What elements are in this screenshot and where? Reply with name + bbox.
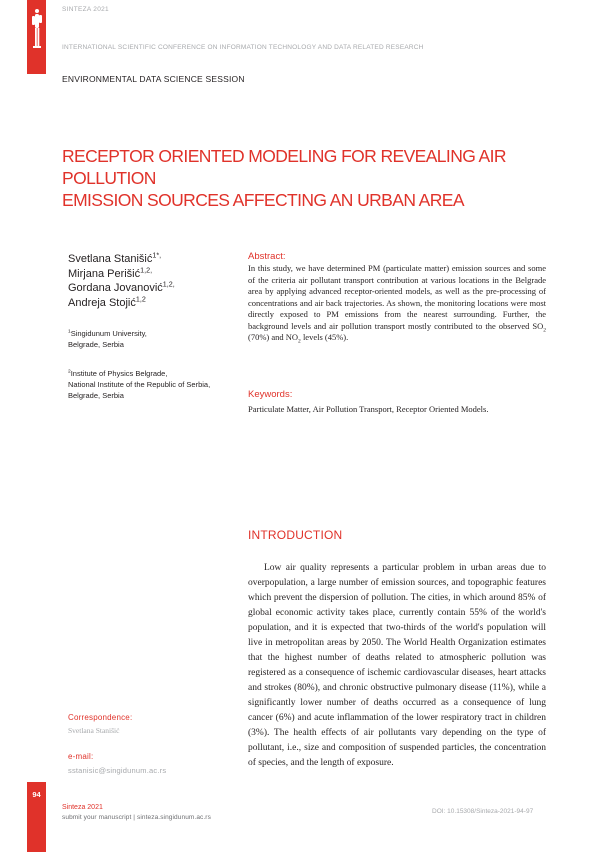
doi: DOI: 10.15308/Sinteza-2021-94-97 xyxy=(432,808,534,815)
correspondence-name: Svetlana Stanišić xyxy=(68,726,120,735)
footer-submit-link[interactable]: submit your manuscript | sinteza.singidunum.ac.rs xyxy=(62,814,211,821)
introduction-paragraph: Low air quality represents a particular problem in urban areas due to overpopulation, a large number of emission sources, and topographic features which prevent the dispersion of pollution. The cities, in which around 85% of global economic activity takes place, currently contain 55% of the world's population, and it is expected that two-thirds of the world's population will live in metropolitan areas by 2050. The World Health Organization estimates that the highest number of deaths related to atmospheric pollution was registered as a consequence of ischemic cardiovascular diseases, heart attacks and strokes (80%), and chronic obstructive pulmonary disease (11%), while a significantly lower number of deaths occurred as a consequence of lung cancer (6%) and acute inflammation of the lower respiratory tract in children (3%). The health effects of air pollutants vary depending on the type of pollutant, i.e., size and composition of suspended particles, the concentration of species, and the length of exposure. xyxy=(248,563,546,768)
author-list xyxy=(68,252,175,310)
correspondence-label: Correspondence: xyxy=(68,713,133,722)
paper-title xyxy=(62,145,562,211)
page-number: 94 xyxy=(32,790,41,799)
affiliation-2: $^2$Institute of Physics Belgrade, National Institute of the Republic of Serbia, Belgrade, Serbia xyxy=(68,369,211,400)
session-name: ENVIRONMENTAL DATA SCIENCE SESSION xyxy=(62,74,245,84)
abstract-label: Abstract: xyxy=(248,251,286,262)
paper-title-line-2: EMISSION SOURCES AFFECTING AN URBAN AREA xyxy=(62,190,464,210)
affiliation-1: $^1$Singidunum University, Belgrade, Serbia xyxy=(68,329,147,349)
email-address[interactable]: sstanisic@singidunum.ac.rs xyxy=(68,766,167,775)
conference-name: INTERNATIONAL SCIENTIFIC CONFERENCE ON INFORMATION TECHNOLOGY AND DATA RELATED RESEARCH xyxy=(62,44,424,51)
email-label: e-mail: xyxy=(68,752,94,761)
author: Mirjana Perišić$^{1,2,}$ xyxy=(68,265,153,280)
sinteza-logo xyxy=(27,0,46,74)
introduction-body xyxy=(248,561,546,771)
abstract-text: In this study, we have determined PM (particulate matter) emission sources and some of the criteria air pollutant transport contribution at various locations in the Belgrade area by applying advanced receptor-oriented models, as well as the pre-processing of concentrations and air back trajectories. As shown, the monitoring locations were most directly exposed to PM emissions from the nearest surrounding. Further, the background levels and air pollution transport mostly contributed to the observed $SO_2$ (70%) and $NO_2$ levels (45%). xyxy=(248,263,546,345)
author: Andreja Stojić$^{1,2}$ xyxy=(68,294,146,309)
conference-year: SINTEZA 2021 xyxy=(62,6,109,13)
footer-conference: Sinteza 2021 xyxy=(62,804,103,811)
keywords-text: Particulate Matter, Air Pollution Transport, Receptor Oriented Models. xyxy=(248,404,489,414)
introduction-heading: INTRODUCTION xyxy=(248,528,343,542)
keywords-label: Keywords: xyxy=(248,389,293,400)
paper-title-line-1: RECEPTOR ORIENTED MODELING FOR REVEALING AIR POLLUTION xyxy=(62,146,506,188)
author: Gordana Jovanović$^{1,2,}$ xyxy=(68,280,175,294)
sinteza-figure-logo-icon xyxy=(27,0,46,74)
author: Svetlana Stanišić$^{1*,}$ xyxy=(68,251,162,265)
